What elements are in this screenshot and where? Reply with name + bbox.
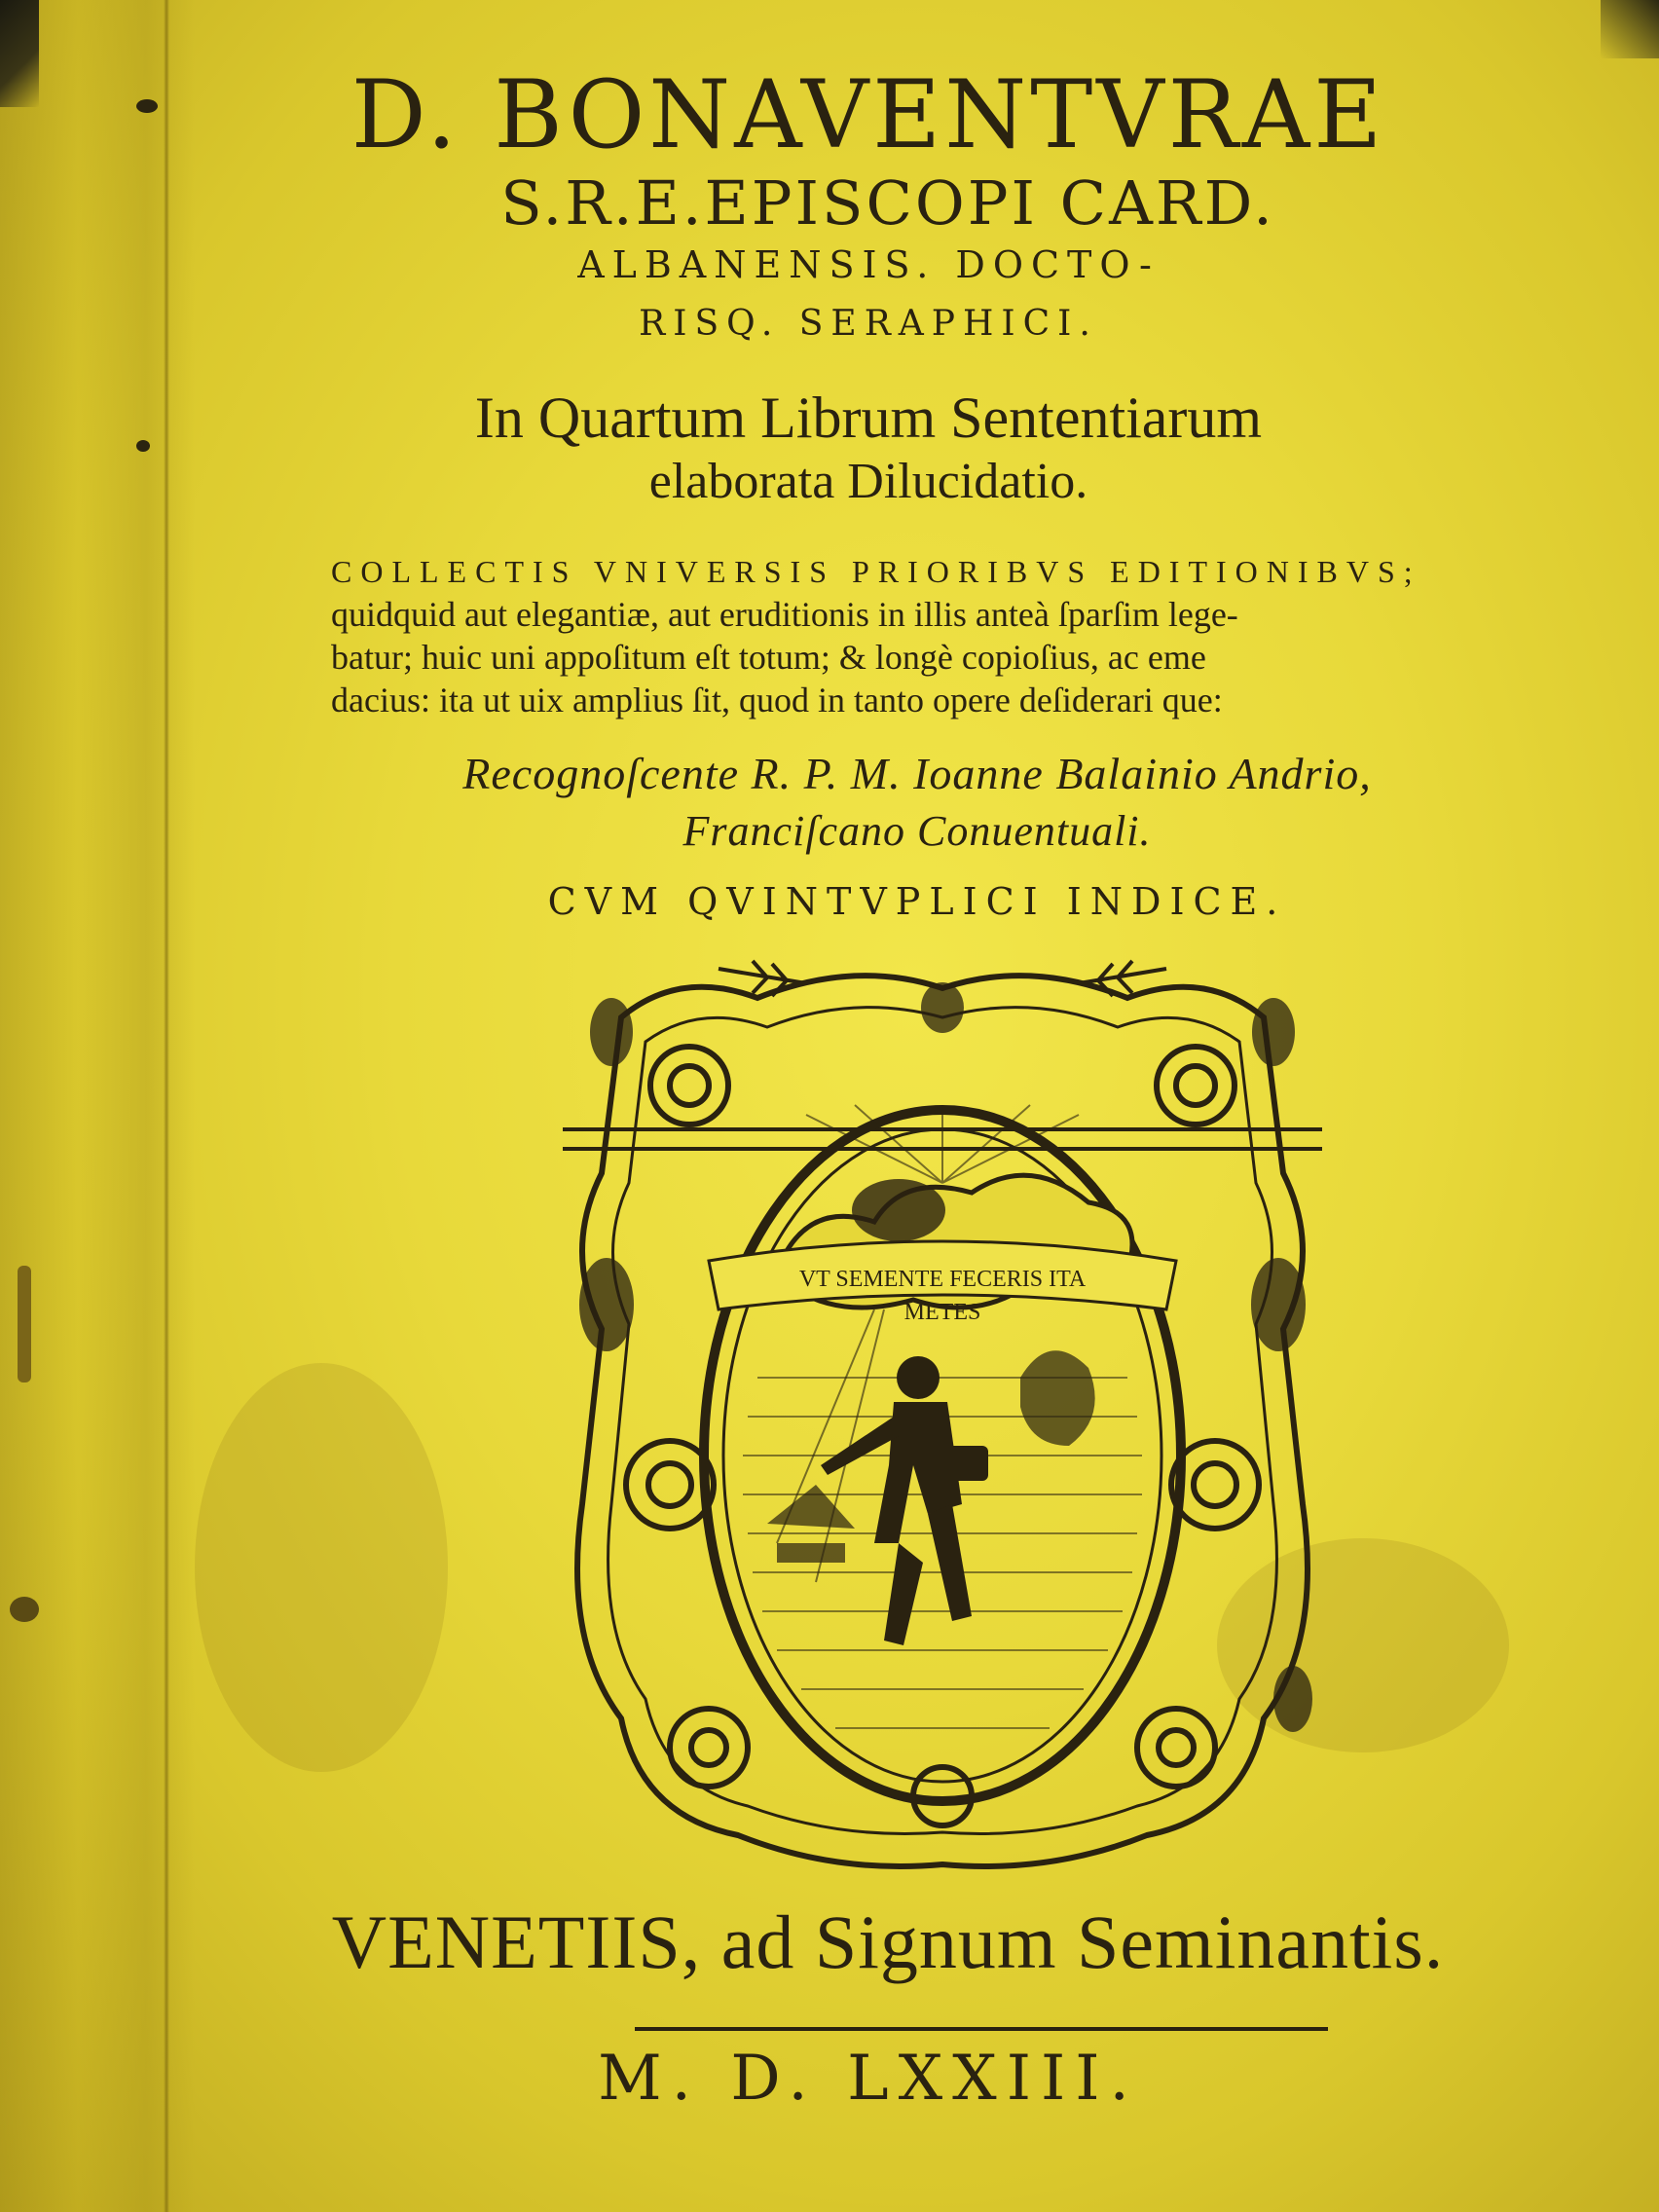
device-motto-line-2: METES — [903, 1300, 981, 1325]
corner-shadow-right — [1601, 0, 1659, 58]
description-line: batur; huic uni appoſitum eſt totum; & longè copioſius, ac eme — [331, 638, 1206, 677]
editor-line-1: Recognoſcente R. P. M. Ioanne Balainio Andrio, — [462, 749, 1372, 798]
title-line-2: S.R.E.EPISCOPI CARD. — [500, 167, 1275, 239]
sower-figure — [821, 1356, 988, 1645]
title-line-3: ALBANENSIS. DOCTO- — [577, 243, 1160, 286]
imprint: VENETIIS, ad Signum Seminantis. — [331, 1899, 1445, 1984]
index-note: CVM QVINTVPLICI INDICE. — [547, 880, 1287, 923]
imprint-rule — [635, 2027, 1328, 2031]
description-line: dacius: ita ut uix amplius ſit, quod in tanto opere deſiderari que: — [331, 681, 1223, 719]
editor-line-2: Franciſcano Conuentuali. — [682, 807, 1152, 855]
title-line-4: RISQ. SERAPHICI. — [639, 304, 1098, 344]
worm-hole — [10, 1597, 39, 1622]
oval-medallion — [704, 1105, 1181, 1801]
title-line-1: D. BONAVENTVRAE — [350, 60, 1386, 169]
worm-hole — [18, 1266, 31, 1382]
paper-stain — [195, 1363, 448, 1772]
description-paragraph — [331, 550, 1490, 721]
printers-device-woodcut — [563, 959, 1322, 1884]
corner-shadow — [0, 0, 39, 107]
device-motto-line-1: VT SEMENTE FECERIS ITA — [798, 1267, 1087, 1292]
publication-date: M. D. LXXIII. — [598, 2043, 1139, 2115]
grotesque-masks — [579, 982, 1312, 1732]
title-line-6: elaborata Dilucidatio. — [648, 454, 1088, 509]
description-lead: COLLECTIS VNIVERSIS PRIORIBVS EDITIONIBVS; — [331, 554, 1421, 589]
description-line: quidquid aut elegantiæ, aut eruditionis in illis anteà ſparſim lege- — [331, 595, 1238, 634]
title-line-5: In Quartum Librum Sententiarum — [474, 386, 1263, 450]
